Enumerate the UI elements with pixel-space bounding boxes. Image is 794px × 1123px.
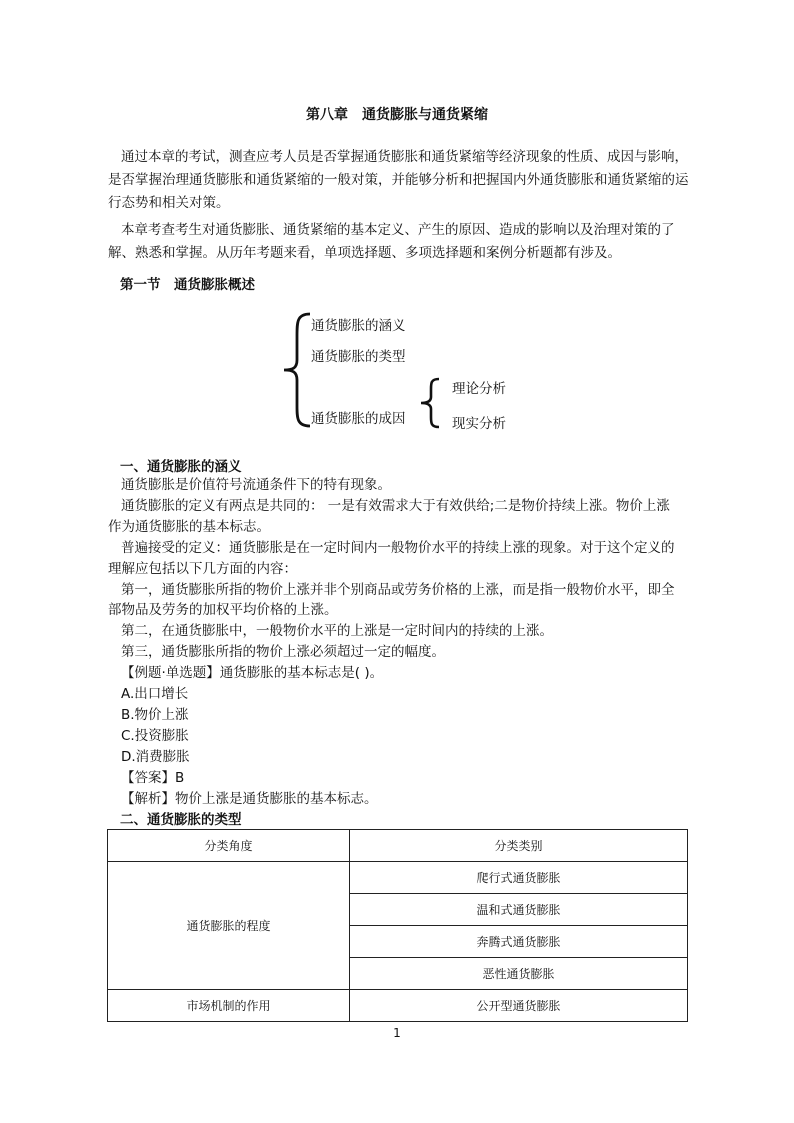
concept-item: 通货膨胀的涵义 (311, 318, 406, 334)
body-line: 普遍接受的定义：通货膨胀是在一定时间内一般物价水平的持续上涨的现象。对于这个定义的 (121, 539, 675, 556)
body-line: 作为通货膨胀的基本标志。 (108, 518, 270, 535)
table-cell: 市场机制的作用 (108, 990, 350, 1022)
concept-item: 通货膨胀的成因 (311, 411, 406, 427)
question-line: 【例题·单选题】通货膨胀的基本标志是( )。 (121, 665, 384, 682)
table-cell: 通货膨胀的程度 (108, 862, 350, 990)
intro-paragraph-2 (108, 219, 698, 265)
concept-subitem: 现实分析 (452, 416, 506, 432)
intro-line: 解、熟悉和掌握。从历年考题来看，单项选择题、多项选择题和案例分析题都有涉及。 (108, 245, 621, 261)
subsection-heading: 一、通货膨胀的涵义 (120, 459, 242, 475)
answer-line: 【答案】B (121, 769, 185, 786)
intro-paragraph-1 (108, 146, 698, 215)
table-cell: 爬行式通货膨胀 (350, 862, 688, 894)
table-cell: 公开型通货膨胀 (350, 990, 688, 1022)
body-line: 第一，通货膨胀所指的物价上涨并非个别商品或劳务价格的上涨，而是指一般物价水平，即全 (121, 581, 675, 598)
classification-table (107, 829, 688, 1022)
table-header: 分类角度 (108, 830, 350, 862)
subsection-heading: 二、通货膨胀的类型 (120, 812, 242, 828)
intro-line: 是否掌握治理通货膨胀和通货紧缩的一般对策，并能够分析和把握国内外通货膨胀和通货紧缩的运 (108, 172, 689, 188)
concept-subitem: 理论分析 (452, 381, 506, 397)
section-heading: 第一节 通货膨胀概述 (120, 277, 255, 293)
table-cell: 恶性通货膨胀 (350, 958, 688, 990)
body-line: 部物品及劳务的加权平均价格的上涨。 (108, 602, 338, 619)
table-cell: 奔腾式通货膨胀 (350, 926, 688, 958)
page-number: 1 (393, 1026, 401, 1040)
part1-body (108, 475, 698, 810)
concept-item: 通货膨胀的类型 (311, 349, 406, 365)
option-line: B.物价上涨 (121, 706, 189, 723)
right-brace (418, 377, 442, 429)
table-header: 分类类别 (350, 830, 688, 862)
option-line: C.投资膨胀 (121, 727, 189, 744)
body-line: 第二，在通货膨胀中，一般物价水平的上涨是一定时间内的持续的上涨。 (121, 623, 553, 640)
body-line: 通货膨胀是价值符号流通条件下的特有现象。 (121, 477, 391, 493)
table-cell: 温和式通货膨胀 (350, 894, 688, 926)
intro-line: 行态势和相关对策。 (108, 195, 230, 211)
intro-line: 本章考查考生对通货膨胀、通货紧缩的基本定义、产生的原因、造成的影响以及治理对策的了 (121, 222, 675, 238)
intro-line: 通过本章的考试，测查应考人员是否掌握通货膨胀和通货紧缩等经济现象的性质、成因与影响， (121, 149, 688, 165)
left-brace (280, 312, 314, 428)
body-line: 理解应包括以下几方面的内容： (108, 560, 297, 577)
option-line: D.消费膨胀 (121, 748, 190, 765)
analysis-line: 【解析】物价上涨是通货膨胀的基本标志。 (121, 790, 378, 807)
page-title: 第八章 通货膨胀与通货紧缩 (306, 107, 488, 123)
body-line: 通货膨胀的定义有两点是共同的： 一是有效需求大于有效供给;二是物价持续上涨。物价上涨 (121, 497, 670, 514)
option-line: A.出口增长 (121, 686, 189, 703)
body-line: 第三，通货膨胀所指的物价上涨必须超过一定的幅度。 (121, 644, 445, 661)
